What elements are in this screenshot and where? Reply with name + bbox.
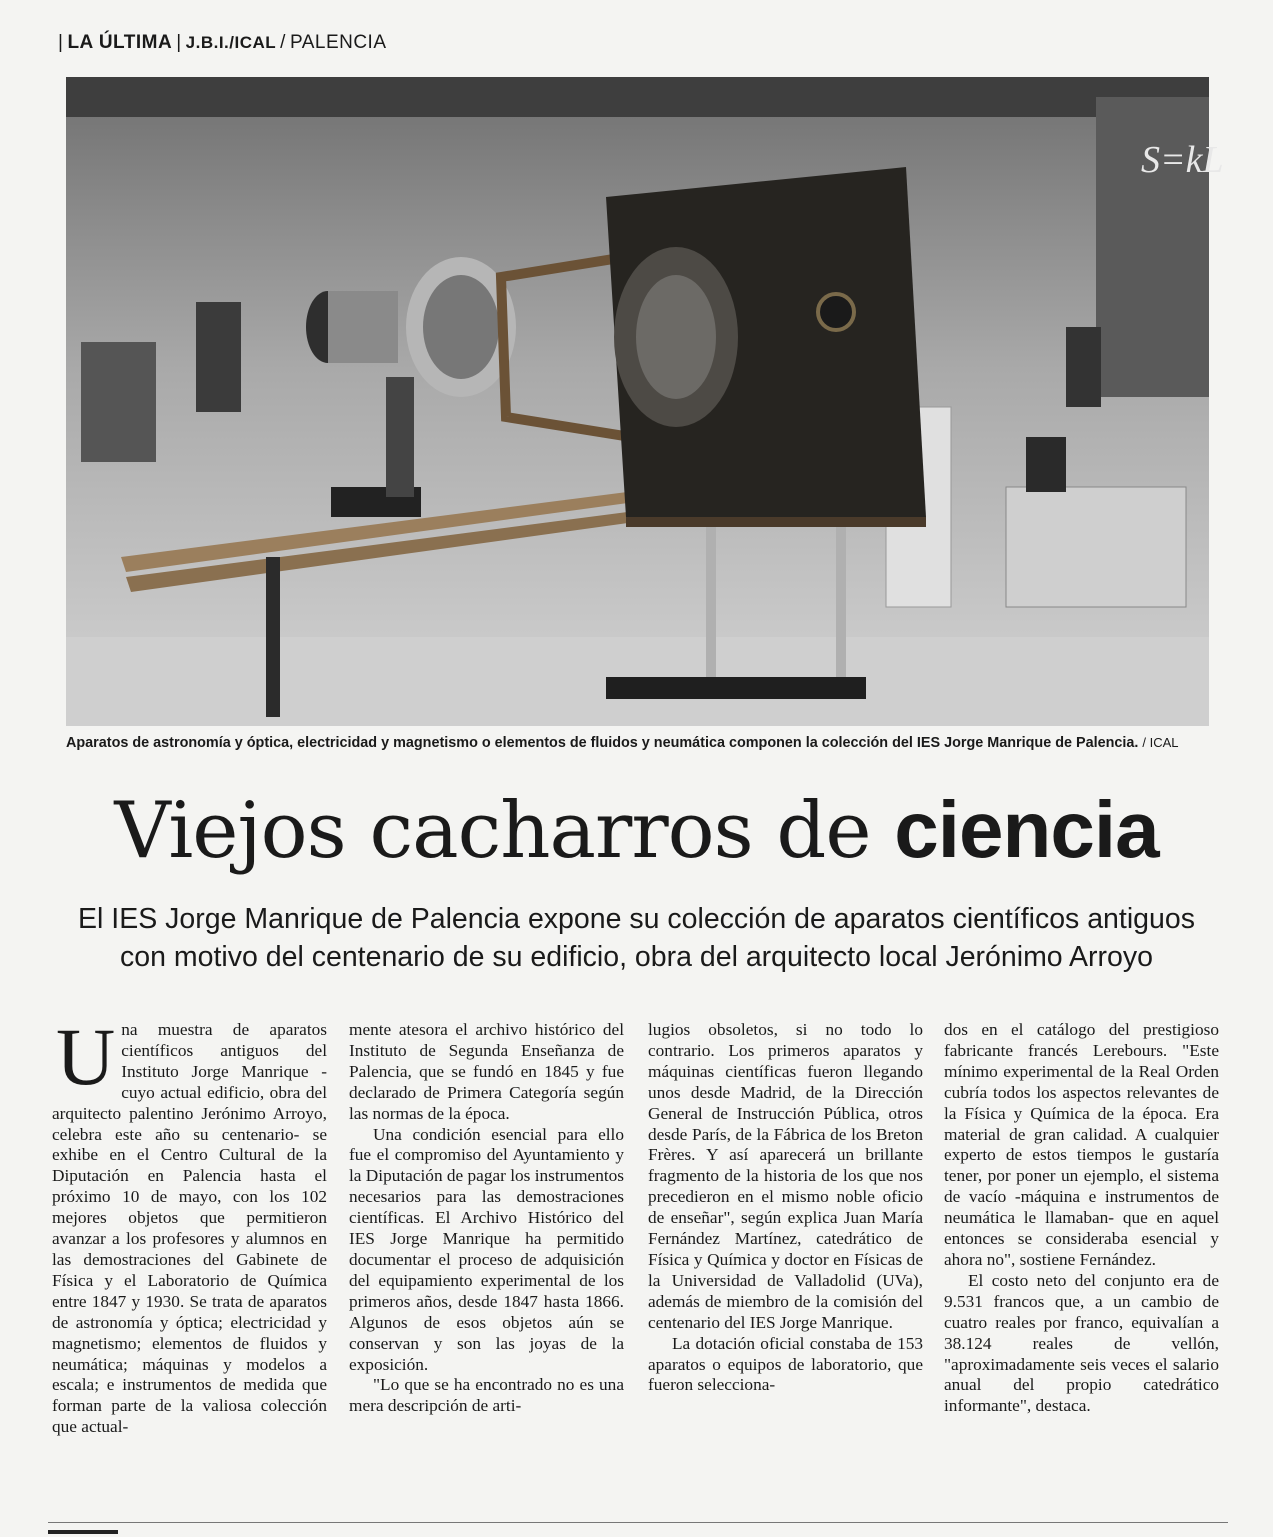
article-body (0, 1011, 1273, 1520)
paragraph-text: na muestra de aparatos científicos antiguos del Instituto Jorge Manrique -cuyo actual edificio, obra del arquitecto palentino Jerónimo Arroyo, celebra este año su centenario- se exhibe en el Centro Cultural de la Diputación en Palencia hasta el próximo 10 de mayo, con los 102 mejores objetos que permitieron avanzar a los profesores y alumnos en las demostraciones del Gabinete de Física y el Laboratorio de Química entre 1847 y 1930. Se trata de aparatos de astronomía y óptica; electricidad y magnetismo; elementos de fluidos y neumática; máquinas y modelos a escala; e instrumentos de medida que forman parte de la valiosa colección que actual- (52, 1020, 327, 1437)
byline-agency: J.B.I./ICAL (185, 33, 277, 52)
paragraph: La dotación oficial constaba de 153 aparatos o equipos de laboratorio, que fueron selecciona- (648, 1333, 923, 1395)
column-3 (648, 1020, 923, 1396)
column-2 (349, 1020, 624, 1417)
paragraph: dos en el catálogo del prestigioso fabricante francés Lerebours. "Este mínimo experimental de la Real Orden cubría todos los aspectos relevantes de la Física y Química de la época. Era material de gran calidad. A cualquier experto de estos tiempos le gustaría tener, por poner un ejemplo, el sistema de vacío -máquina e instrumentos de neumática le llamaban- que en aquel entonces se consideraba esencial y ahora no", sostiene Fernández. (944, 1020, 1219, 1269)
byline-location: PALENCIA (289, 32, 387, 53)
paragraph: "Lo que se ha encontrado no es una mera descripción de arti- (349, 1375, 624, 1416)
bottom-marker (48, 1530, 118, 1534)
photo-credit: / ICAL (1142, 735, 1179, 750)
caption-text: Aparatos de astronomía y óptica, electricidad y magnetismo o elementos de fluidos y neumática componen la colección del IES Jorge Manrique de Palencia. (66, 735, 1139, 751)
divider: | (176, 32, 182, 53)
subhead-line-2: con motivo del centenario de su edificio, obra del arquitecto local Jerónimo Arroyo (120, 941, 1153, 973)
bottom-rule (48, 1522, 1228, 1523)
subheadline (40, 900, 1233, 976)
paragraph (52, 1011, 327, 1438)
headline-light: Viejos cacharros de (114, 786, 871, 876)
headline-bold: ciencia (894, 785, 1159, 874)
page-header (54, 30, 387, 56)
section-label: LA ÚLTIMA (67, 32, 173, 53)
column-4 (944, 1020, 1219, 1417)
paragraph: mente atesora el archivo histórico del Instituto de Segunda Enseñanza de Palencia, que se fundó en 1845 y fue declarado de Primera Categoría según las normas de la época. (349, 1020, 624, 1123)
subhead-line-1: El IES Jorge Manrique de Palencia expone su colección de aparatos científicos antiguos (78, 903, 1195, 935)
paragraph: El costo neto del conjunto era de 9.531 francos que, a un cambio de cuatro reales por franco, equivalían a 38.124 reales de vellón, "aproximadamente seis veces el salario anual del propio catedrático informante", destaca. (944, 1270, 1219, 1416)
paragraph: Una condición esencial para ello fue el compromiso del Ayuntamiento y la Diputación de pagar los instrumentos necesarios para las demostraciones científicas. El Archivo Histórico del IES Jorge Manrique ha permitido documentar el proceso de adquisición del equipamiento experimental de los primeros años, desde 1847 hasta 1866. Algunos de esos objetos aún se conservan y son las joyas de la exposición. (349, 1124, 624, 1374)
drop-cap: U (56, 1011, 116, 1102)
divider: | (58, 32, 64, 53)
headline (0, 780, 1273, 881)
column-1 (52, 1011, 327, 1438)
museum-photo (66, 77, 1224, 726)
wall-formula: S=kL (1141, 139, 1224, 181)
paragraph: lugios obsoletos, si no todo lo contrario. Los primeros aparatos y máquinas científicas fueron llegando unos desde Madrid, de la Dirección General de Instrucción Pública, otros desde París, de la Fábrica de los Breton Frères. Y así aparecerá un brillante fragmento de la historia de los que nos precedieron en el mismo noble oficio de enseñar", según explica Juan María Fernández Martínez, catedrático de Física y Química y doctor en Físicas de la Universidad de Valladolid (UVa), además de miembro de la comisión del centenario del IES Jorge Manrique. (648, 1020, 923, 1332)
photo-caption (66, 735, 1216, 751)
divider: / (280, 32, 286, 53)
